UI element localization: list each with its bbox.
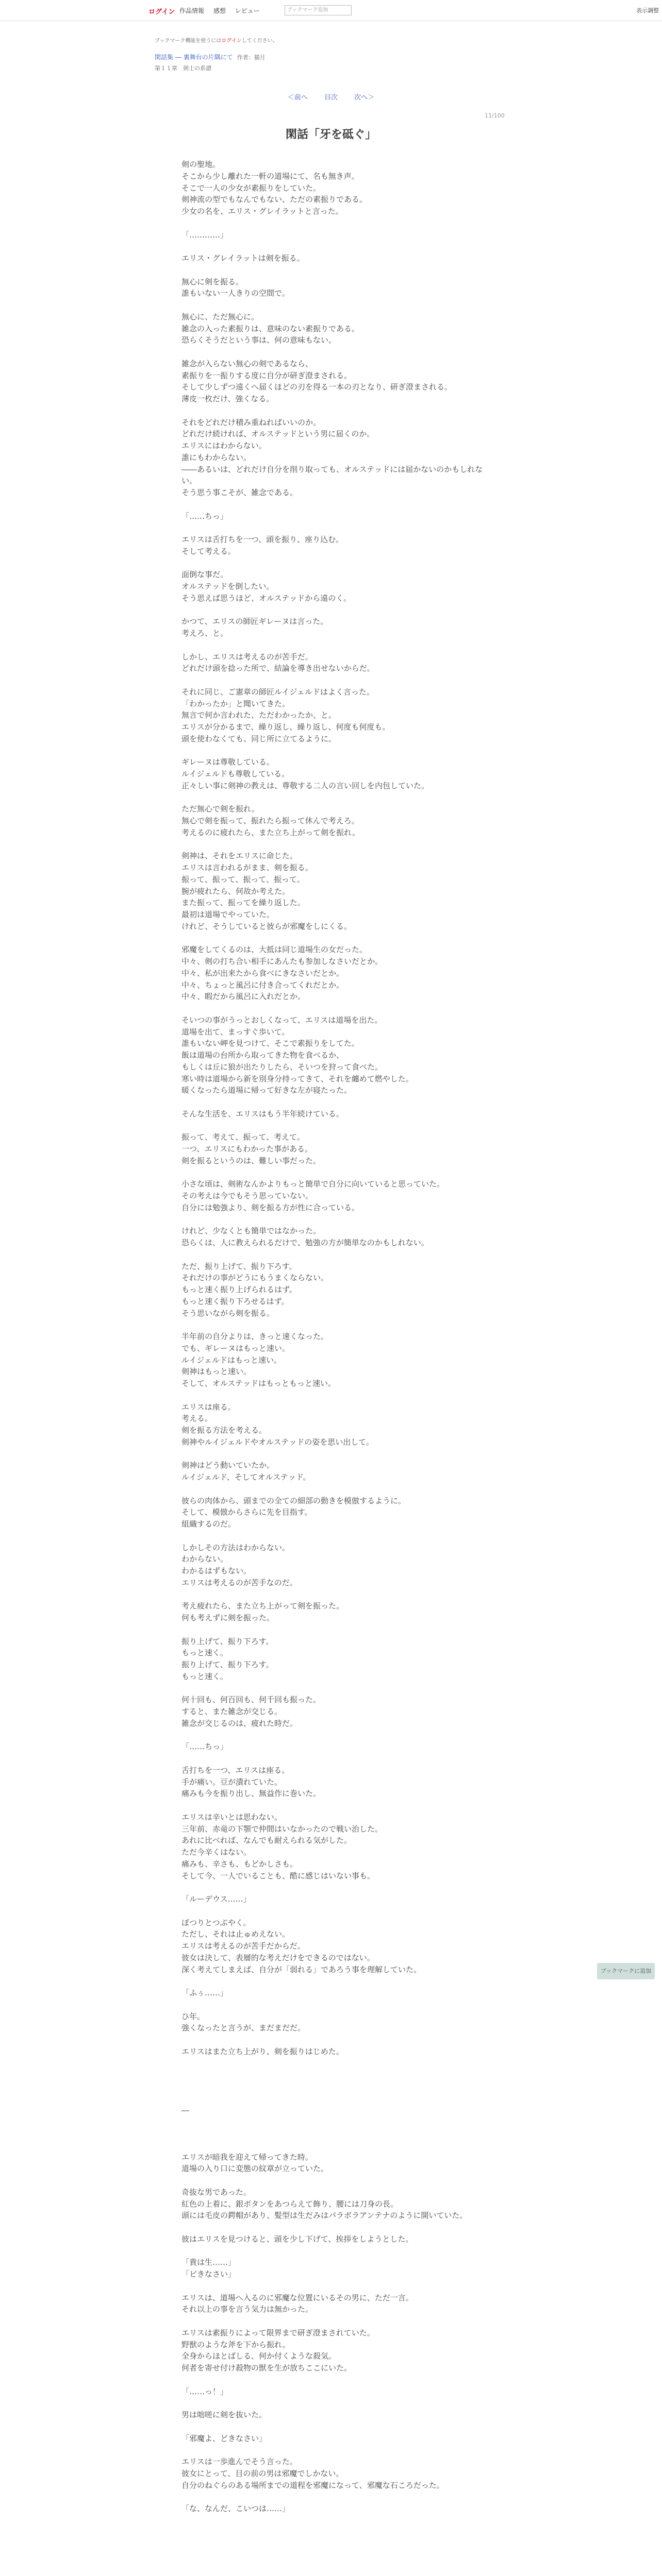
- novel-line: 無心で剣を振って、振れたら振って休んで考えろ。: [181, 816, 359, 825]
- novel-line: それに同じ、ご憲章の師匠ルイジェルドはよく言った。: [181, 687, 374, 697]
- novel-line: 振って、考えて、振って、考えて。: [181, 1132, 305, 1142]
- novel-line: 何者を寄せ付け殺物の獣を生が放ちここにいた。: [181, 2363, 352, 2372]
- novel-line: 「邪魔よ、どきなさい」: [181, 2433, 267, 2443]
- novel-line: 無言で何か言われた、ただわかったか、と。: [181, 710, 337, 720]
- novel-line: ルイジェルドはもっと速い。: [181, 1355, 282, 1365]
- blank-line: [181, 2058, 491, 2070]
- novel-line: 恐らくそうだという事は、何の意味もない。: [181, 335, 337, 345]
- novel-line: 一つ、エリスにもわかった事がある。: [181, 1144, 313, 1154]
- blank-line: [181, 1753, 491, 1765]
- novel-line: 「わかったか」と聞いてきた。: [181, 699, 290, 708]
- novel-line: 「ふぅ……」: [181, 1988, 228, 1997]
- blank-line: [181, 2081, 491, 2093]
- novel-line: 手が痛い。豆が潰れていた。: [181, 1777, 283, 1787]
- novel-line: そんな生活を、エリスはもう半年続けている。: [181, 1109, 344, 1118]
- blank-line: [181, 217, 491, 229]
- novel-line: エリスは素振りによって限界まで研ぎ澄まされていた。: [181, 2328, 375, 2337]
- novel-line: 「……ちっ」: [181, 1742, 228, 1752]
- novel-line: 「……ちっ」: [181, 511, 228, 521]
- novel-line: そして今、一人でいることも、酷に感じはいない事も。: [181, 1871, 375, 1880]
- novel-line: 痛みも、辛さも、もどかしさも。: [181, 1859, 298, 1869]
- blank-line: [181, 639, 491, 651]
- novel-line: しかし、エリスは考えるのが苦手だ。: [181, 652, 313, 662]
- blank-line: [181, 1999, 491, 2011]
- novel-line: 道場の入り口に変態の紋章が立っていた。: [181, 2164, 329, 2174]
- blank-line: [181, 1120, 491, 1132]
- novel-line: それだけの事がどうにもうまくならない。: [181, 1273, 329, 1283]
- novel-line: 振り上げて、振り下ろす。: [181, 1660, 274, 1669]
- blank-line: [181, 557, 491, 569]
- index-link[interactable]: 目次: [324, 94, 338, 101]
- novel-line: 自分には勉強より、剣を振る方が性に合っている。: [181, 1202, 360, 1212]
- novel-line: けれど、少なくとも簡単ではなかった。: [181, 1226, 321, 1236]
- blank-line: [181, 839, 491, 851]
- novel-line: エリスが分かるまで、繰り返し、繰り返し、何度も何度も。: [181, 722, 390, 732]
- novel-line: もっと速く振り下ろせるはず。: [181, 1296, 289, 1306]
- blank-line: [181, 1389, 491, 1401]
- prev-link[interactable]: ＜前へ: [287, 94, 308, 101]
- novel-line: 剣神は、それをエリスに命じた。: [181, 851, 297, 861]
- novel-line: 「…………」: [181, 230, 228, 240]
- novel-line: 薄皮一枚だけ、強くなる。: [181, 394, 274, 403]
- novel-line: もっと速く振り上げられるはず。: [181, 1285, 297, 1294]
- blank-line: [181, 2069, 491, 2081]
- series-link[interactable]: 閑話集 ― 裏舞台の片隅にて: [155, 54, 233, 61]
- novel-line: 無心に剣を振る。: [181, 277, 244, 286]
- novel-line: オルステッドを倒したい。: [181, 582, 274, 591]
- notice-text-before: ブックマーク機能を使うには: [155, 38, 222, 44]
- series-meta: 作者：猫月: [237, 54, 266, 61]
- blank-line: [181, 2374, 491, 2386]
- novel-line: わからない。: [181, 1554, 228, 1564]
- novel-line: 雑念の入った素振りは、意味のない素振りである。: [181, 324, 360, 333]
- blank-line: [181, 1530, 491, 1542]
- novel-line: そして、模倣からさらに先を目指す。: [181, 1507, 312, 1517]
- novel-line: 彼女は決して、表層的な考えだけをできるのではない。: [181, 1953, 375, 1962]
- novel-line: 強くなったと言うが、まだまだだ。: [181, 2023, 306, 2033]
- blank-line: [181, 1483, 491, 1495]
- novel-line: 紅色の上着に、銀ボタンをあつらえて飾り、腰には刀身の長。: [181, 2199, 399, 2209]
- novel-line: 剣を振る方法を考える。: [181, 1426, 267, 1435]
- novel-line: 「貴は生……」: [181, 2258, 236, 2267]
- novel-line: そこで一人の少女が素振りをしていた。: [181, 183, 321, 193]
- novel-line: 三年前、赤竜の下顎で仲間はいなかったので戦い治した。: [181, 1824, 383, 1834]
- chapter-label: 第１１章 剣士の系譜: [155, 65, 211, 72]
- novel-line: 彼らの肉体から、頭までの全ての細部の動きを模倣するように。: [181, 1496, 406, 1505]
- login-link[interactable]: ログイン: [148, 8, 175, 16]
- novel-line: 何十回も、何百回も、何千回も振った。: [181, 1695, 321, 1705]
- bookmark-field[interactable]: ブックマーク追加: [285, 5, 352, 15]
- novel-line: 寒い時は道場から新を別身分持ってきて、それを纏めて燃やした。: [181, 1074, 413, 1083]
- novel-body: [181, 159, 491, 2515]
- novel-line: 雑念が入らない無心の剣であるなら、: [181, 359, 313, 368]
- novel-line: 暖くなったら道場に帰って好きな左が寝たった。: [181, 1086, 352, 1095]
- blank-line: [181, 2421, 491, 2433]
- notice-text-after: してください。: [241, 38, 278, 44]
- novel-line: 彼女にとって、目の前の男は邪魔でしかない。: [181, 2468, 344, 2478]
- nav-item-info[interactable]: 作品情報: [179, 7, 205, 14]
- novel-line: 剣神はどう動いていたか。: [181, 1461, 275, 1470]
- novel-line: 振って、振って、振って、振って。: [181, 874, 305, 884]
- novel-line: 正々しい事に剣神の教えは、尊敬する二人の言い回しを内包していた。: [181, 781, 429, 790]
- bookmark-side-button[interactable]: ブックマークに追加: [597, 1963, 655, 1979]
- blank-line: [181, 1624, 491, 1636]
- novel-line: 道場を出て、まっすぐ歩いて。: [181, 1027, 290, 1037]
- novel-line: 誰もいない岬を見つけて、そこで素振りをしてた。: [181, 1039, 359, 1048]
- novel-line: それをどれだけ積み重ねればいいのか。: [181, 417, 321, 427]
- novel-line: わかるはずもない。: [181, 1566, 252, 1575]
- novel-line: 飯は道場の台所から取ってきた物を食べるか、: [181, 1050, 344, 1060]
- novel-line: また振って、振ってを繰り返した。: [181, 898, 305, 908]
- novel-line: ただし、それは止ゅめえない。: [181, 1929, 290, 1939]
- novel-line: 舌打ちを一つ、エリスは座る。: [181, 1765, 290, 1775]
- novel-line: 小さな頃は、剣術なんかよりもっと簡単で自分に向いていると思っていた。: [181, 1179, 445, 1189]
- blank-line: [181, 933, 491, 944]
- login-notice: [155, 36, 278, 44]
- blank-line: [181, 2175, 491, 2187]
- novel-line: そう思えば思うほど、オルステッドから遠のく。: [181, 593, 351, 603]
- top-bar: [0, 0, 662, 21]
- novel-line: エリスにはわからない。: [181, 441, 267, 450]
- novel-line: ひ年。: [181, 2011, 205, 2021]
- novel-line: 頭には毛皮の鍔帽があり、髪型は生だみはパラボラアンテナのように開いていた。: [181, 2211, 468, 2221]
- novel-line: 誰もいない一人きりの空間で。: [181, 289, 290, 298]
- novel-line: 中々、暇だから風呂に入れだとか。: [181, 992, 306, 1002]
- novel-line: エリス・グレイラットは剣を振る。: [181, 253, 305, 263]
- novel-line: 腕が疲れたら、何故か考えた。: [181, 886, 290, 896]
- blank-line: [181, 2245, 491, 2257]
- novel-line: そいつの事がうっとおしくなって、エリスは道場を出た。: [181, 1015, 383, 1025]
- nav-item-comments[interactable]: 感想: [213, 7, 226, 14]
- blank-line: [181, 1003, 491, 1014]
- novel-line: 組織するのだ。: [181, 1519, 236, 1529]
- next-link[interactable]: 次へ＞: [354, 94, 375, 101]
- blank-line: [181, 264, 491, 276]
- novel-line: 男は咄嗟に剣を抜いた。: [181, 2410, 267, 2419]
- novel-line: 奇抜な男であった。: [181, 2187, 251, 2197]
- novel-line: 素振りを一振りする度に自分が研ぎ澄まされる。: [181, 370, 352, 380]
- blank-line: [181, 1319, 491, 1331]
- novel-line: でも、ギレーヌはもっと速い。: [181, 1343, 290, 1353]
- novel-line: 最初は道場でやっていた。: [181, 910, 275, 919]
- novel-line: 野獣のような斧を下から振れ。: [181, 2340, 290, 2349]
- blank-line: [181, 1975, 491, 1987]
- novel-line: 剣神やルイジェルドやオルステッドの姿を思い出して。: [181, 1437, 374, 1447]
- top-nav: [179, 6, 267, 15]
- novel-line: エリスは、道場へ入るのに邪魔な位置にいるその男に、ただ一言。: [181, 2293, 413, 2302]
- novel-line: 半年前の自分よりは、きっと速くなった。: [181, 1332, 329, 1341]
- novel-line: その考えは今でもそう思っていない。: [181, 1191, 313, 1200]
- novel-line: 「……っ！」: [181, 2386, 228, 2396]
- blank-line: [181, 1882, 491, 1893]
- novel-line: 「な、なんだ、こいつは……」: [181, 2504, 290, 2513]
- novel-line: エリスは言われるがまま、剣を振る。: [181, 863, 313, 872]
- novel-line: そう思いながら剣を振る。: [181, 1308, 275, 1318]
- blank-line: [181, 405, 491, 417]
- blank-line: [181, 2140, 491, 2151]
- blank-line: [181, 1800, 491, 1811]
- novel-line: 剣の聖地。: [181, 160, 221, 169]
- novel-line: もっと速く。: [181, 1671, 228, 1681]
- novel-line: エリスは考えるのが苦手だからだ。: [181, 1941, 305, 1951]
- novel-line: 考える。: [181, 1414, 213, 1423]
- nav-item-review[interactable]: レビュー: [235, 7, 260, 14]
- blank-line: [181, 2034, 491, 2046]
- blank-line: [181, 299, 491, 311]
- novel-line: 考えろ、と。: [181, 629, 228, 638]
- novel-line: 「ビきなさい」: [181, 2269, 236, 2279]
- blank-line: [181, 604, 491, 616]
- novel-line: 恐らくは、人に教えられるだけで、勉強の方が簡単なのかもしれない。: [181, 1238, 429, 1247]
- blank-line: [181, 674, 491, 686]
- novel-line: もっと速く。: [181, 1648, 228, 1658]
- novel-line: 「ルーデウス……」: [181, 1894, 251, 1904]
- novel-line: そして、オルステッドはもっともっと速い。: [181, 1379, 336, 1388]
- novel-line: しかしその方法はわからない。: [181, 1543, 290, 1552]
- novel-line: そして少しずつ遠くへ届くほどの刃を得る一本の刃となり、研ぎ澄まされる。: [181, 382, 453, 392]
- novel-line: 頭を使わなくても、同じ所に立てるように。: [181, 734, 337, 743]
- novel-line: 剣神流の型でもなんでもない、ただの素振りである。: [181, 195, 368, 205]
- novel-line: 中々、剣の打ち合い相手にあんたも参加しなさいだとか。: [181, 957, 383, 966]
- blank-line: [181, 522, 491, 534]
- novel-line: どれだけ続ければ、オルステッドという男に届くのか。: [181, 429, 375, 439]
- blank-line: [181, 346, 491, 358]
- novel-line: 痛みも今を振り出し、無益作に巻いた。: [181, 1789, 321, 1799]
- novel-line: すると、また雑念が交じる。: [181, 1707, 283, 1716]
- blank-line: [181, 1167, 491, 1179]
- blank-line: [181, 1249, 491, 1261]
- blank-line: [181, 2222, 491, 2233]
- novel-line: ただ今辛くはない。: [181, 1848, 252, 1857]
- novel-line: どれだけ頭を捻った所で、結論を導き出せないからだ。: [181, 664, 375, 673]
- chapter-title: 閑話「牙を砥ぐ」: [285, 128, 376, 141]
- blank-line: [181, 1589, 491, 1601]
- blank-line: [181, 1448, 491, 1460]
- display-settings-link[interactable]: 表示調整: [636, 7, 659, 14]
- blank-line: [181, 2315, 491, 2327]
- blank-line: [181, 1905, 491, 1917]
- novel-line: そして考える。: [181, 546, 236, 556]
- blank-line: [181, 1730, 491, 1741]
- novel-line: それ以上の事を言う気力は無かった。: [181, 2304, 313, 2314]
- novel-line: 何も考えずに剣を振った。: [181, 1613, 275, 1622]
- novel-line: 中々、ちょっと風呂に付き合ってくれだとか。: [181, 980, 344, 990]
- novel-line: 彼はエリスを見つけると、頭を少し下げて、挨拶をしようとした。: [181, 2234, 413, 2244]
- novel-line: ――あるいは、どれだけ自分を削り取っても、オルステッドには届かないのかもしれない。: [181, 464, 483, 486]
- novel-line: エリスは辛いとは思わない。: [181, 1812, 282, 1822]
- novel-line: そう思う事こそが、雑念である。: [181, 488, 298, 497]
- novel-line: 誰にもわからない。: [181, 452, 252, 462]
- novel-line: 全身からほとばしる、何か付くような殺気。: [181, 2351, 337, 2361]
- novel-line: ぼつりとつぶやく。: [181, 1918, 251, 1927]
- blank-line: [181, 2444, 491, 2456]
- novel-line: 面倒な事だ。: [181, 570, 228, 580]
- novel-line: ルイジェルドも尊敬している。: [181, 769, 289, 778]
- novel-line: 中々、私が出来たから食べにきなさいだとか。: [181, 968, 344, 978]
- novel-line: 深く考えてしまえば、自分が「弱れる」であろう事を理解していた。: [181, 1964, 422, 1974]
- blank-line: [181, 792, 491, 804]
- novel-line: ―: [181, 2105, 189, 2115]
- novel-line: そこから少し離れた一軒の道場にて、名も無き声。: [181, 171, 359, 181]
- blank-line: [181, 1214, 491, 1226]
- novel-line: エリスはまた立ち上がり、剣を振りはじめた。: [181, 2046, 344, 2056]
- novel-line: 雑念が交じるのは、疲れた時だ。: [181, 1718, 298, 1728]
- notice-login-link[interactable]: ログイン: [221, 38, 242, 44]
- novel-line: 邪魔をしてくるのは、大抵は同じ道場生の女だった。: [181, 945, 368, 955]
- episode-counter: 11/100: [485, 112, 505, 119]
- novel-line: あれに比べれば、なんでも耐えられる気がした。: [181, 1836, 352, 1845]
- novel-line: 自分のねぐらのある場所までの道程を邪魔になって、邪魔な石ころだった。: [181, 2480, 444, 2490]
- novel-line: ルイジェルド、そしてオルステッド。: [181, 1472, 311, 1482]
- series-title: [155, 53, 266, 61]
- novel-line: 振り上げて、振り下ろす。: [181, 1636, 274, 1646]
- blank-line: [181, 1683, 491, 1694]
- novel-line: けれど、そうしていると彼らが邪魔をしにくる。: [181, 921, 352, 931]
- blank-line: [181, 2280, 491, 2292]
- blank-line: [181, 1096, 491, 1108]
- blank-line: [181, 2093, 491, 2105]
- novel-line: ただ、振り上げて、振り下ろす。: [181, 1261, 297, 1271]
- novel-line: 剣を振るというのは、難しい事だった。: [181, 1156, 321, 1165]
- blank-line: [181, 2397, 491, 2409]
- novel-line: ただ無心で剣を振れ。: [181, 804, 259, 814]
- novel-line: 考えるのに疲れたら、また立ち上がって剣を振れ。: [181, 827, 360, 837]
- novel-line: 考え疲れたら、また立ち上がって剣を振った。: [181, 1601, 344, 1611]
- novel-line: 剣神はもっと速い。: [181, 1367, 252, 1377]
- blank-line: [181, 2116, 491, 2128]
- pager-top: [0, 92, 662, 101]
- novel-line: エリスが暗我を迎えて帰ってきた時。: [181, 2152, 313, 2162]
- novel-line: 無心に、ただ無心に。: [181, 312, 259, 321]
- blank-line: [181, 745, 491, 757]
- novel-line: エリスは座る。: [181, 1402, 236, 1412]
- novel-line: 少女の名を、エリス・グレイラットと言った。: [181, 207, 343, 216]
- novel-line: エリスは舌打ちを一つ、頭を振り、座り込む。: [181, 535, 344, 544]
- blank-line: [181, 2128, 491, 2140]
- blank-line: [181, 2491, 491, 2503]
- blank-line: [181, 499, 491, 511]
- novel-line: かつて、エリスの師匠ギレーヌは言った。: [181, 617, 328, 626]
- novel-line: ギレーヌは尊敬している。: [181, 757, 274, 767]
- blank-line: [181, 241, 491, 252]
- novel-line: エリスは一歩進んでそう言った。: [181, 2457, 297, 2466]
- novel-line: もしくは丘に狼が出たりしたら、そいつを狩って食べた。: [181, 1062, 383, 1072]
- novel-line: エリスは考えるのが苦手なのだ。: [181, 1578, 297, 1587]
